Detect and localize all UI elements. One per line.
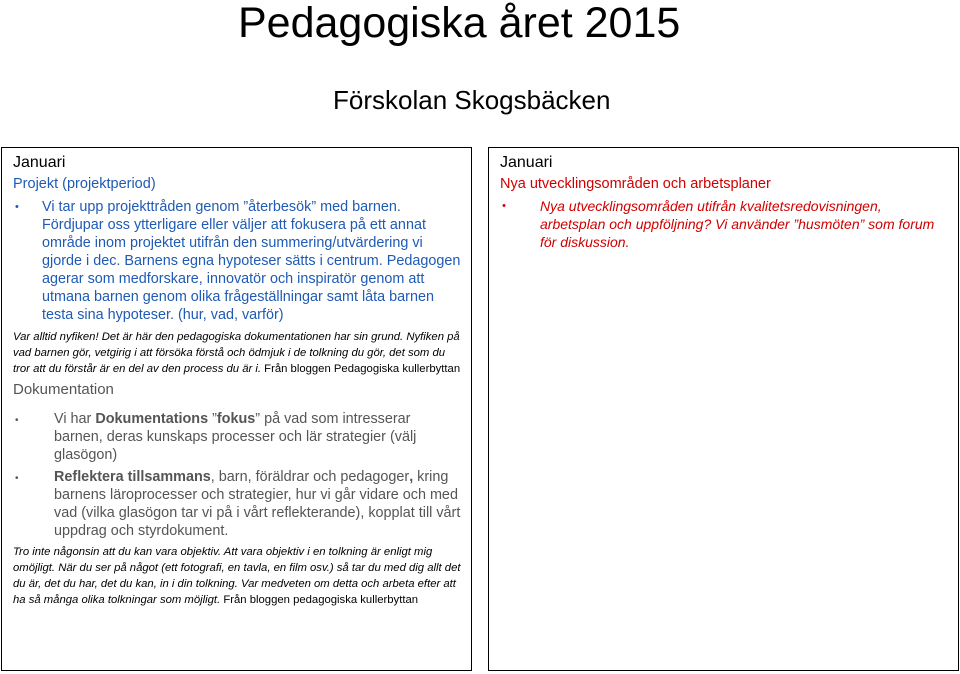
quote-objektiv — [13, 544, 461, 608]
doc-bullet1-text-pre: Vi har — [54, 411, 96, 427]
doc-bullet2-bold1: Reflektera tillsammans — [54, 469, 211, 485]
page-title: Pedagogiska året 2015 — [238, 0, 681, 47]
bullet-icon: • — [502, 200, 506, 212]
bullet-icon: • — [15, 415, 19, 426]
list-item-text: Nya utvecklingsområden utifrån kvalitetsredovisningen, arbetsplan och uppföljning? Vi använder ”husmöten” som forum för diskussion. — [540, 198, 935, 250]
documentation-list — [13, 410, 461, 540]
right-bullet-list — [500, 197, 948, 251]
bullet-icon: • — [15, 201, 19, 213]
quote-objektiv-text: Tro inte någonsin att du kan vara objektiv. Att vara objektiv i en tolkning är enligt mig omöjligt. När du ser på något (ett fotografi, en tavla, en film osv.) så tar du med dig allt det du är, det du har, det du kan, in i din tolkning. Var medveten om detta och arbeta efter att ha så många olika tolkningar som möjligt. — [13, 546, 461, 606]
right-section-title: Nya utvecklingsområden och arbetsplaner — [500, 176, 771, 192]
documentation-heading: Dokumentation — [13, 381, 114, 398]
right-month-heading: Januari — [500, 154, 553, 171]
doc-bullet1-text-post: ” på vad som intresserar barnen, deras kunskaps processer och lär strategier (välj glasögon) — [54, 411, 417, 463]
quote-objektiv-source: Från bloggen pedagogiska kullerbyttan — [223, 594, 419, 606]
right-panel — [488, 147, 959, 671]
left-month-heading: Januari — [13, 154, 66, 171]
doc-bullet2-text-post: kring barnens läroprocesser och strategier, hur vi går vidare och med vad (vilka glasögon tar vi på i vårt reflekterande), kopplat till vårt uppdrag och styrdokument. — [54, 469, 461, 539]
left-bullet-list — [13, 198, 461, 324]
doc-bullet1-text-mid: ” — [208, 411, 217, 427]
quote-nyfiken-text: Var alltid nyfiken! Det är här den pedagogiska dokumentationen har sin grund. Nyfiken på vad barnen gör, vetgirig i att försöka förstå och ödmjuk i de tolkning du gör, det som du tror att du förstår är en del av den process du är i. — [13, 331, 460, 375]
left-section-title: Projekt (projektperiod) — [13, 176, 156, 192]
left-panel — [1, 147, 472, 671]
list-item — [13, 468, 461, 540]
list-item-text: Vi tar upp projekttråden genom ”återbesök” med barnen. Fördjupar oss ytterligare eller väljer att fokusera på ett annat område inom projektet utifrån den summering/utvärdering vi gjorde i dec. Barnens egna hypoteser sätts i centrum. Pedagogen agerar som medforskare, innovatör och inspiratör genom att utmana barnen genom olika frågeställningar samt låta barnen testa sina hypoteser. (hur, vad, varför) — [42, 199, 461, 323]
list-item — [13, 198, 461, 324]
doc-bullet2-text-mid: , barn, föräldrar och pedagoger — [210, 469, 410, 485]
doc-bullet1-bold2: fokus — [216, 411, 256, 427]
quote-nyfiken — [13, 329, 461, 377]
page-subtitle: Förskolan Skogsbäcken — [333, 85, 611, 115]
list-item — [500, 197, 948, 251]
doc-bullet1-bold1: Dokumentations — [95, 411, 209, 427]
bullet-icon: • — [15, 473, 19, 484]
quote-nyfiken-source: Från bloggen Pedagogiska kullerbyttan — [264, 363, 461, 375]
doc-bullet2-bold2: , — [409, 469, 414, 485]
list-item — [13, 410, 461, 464]
